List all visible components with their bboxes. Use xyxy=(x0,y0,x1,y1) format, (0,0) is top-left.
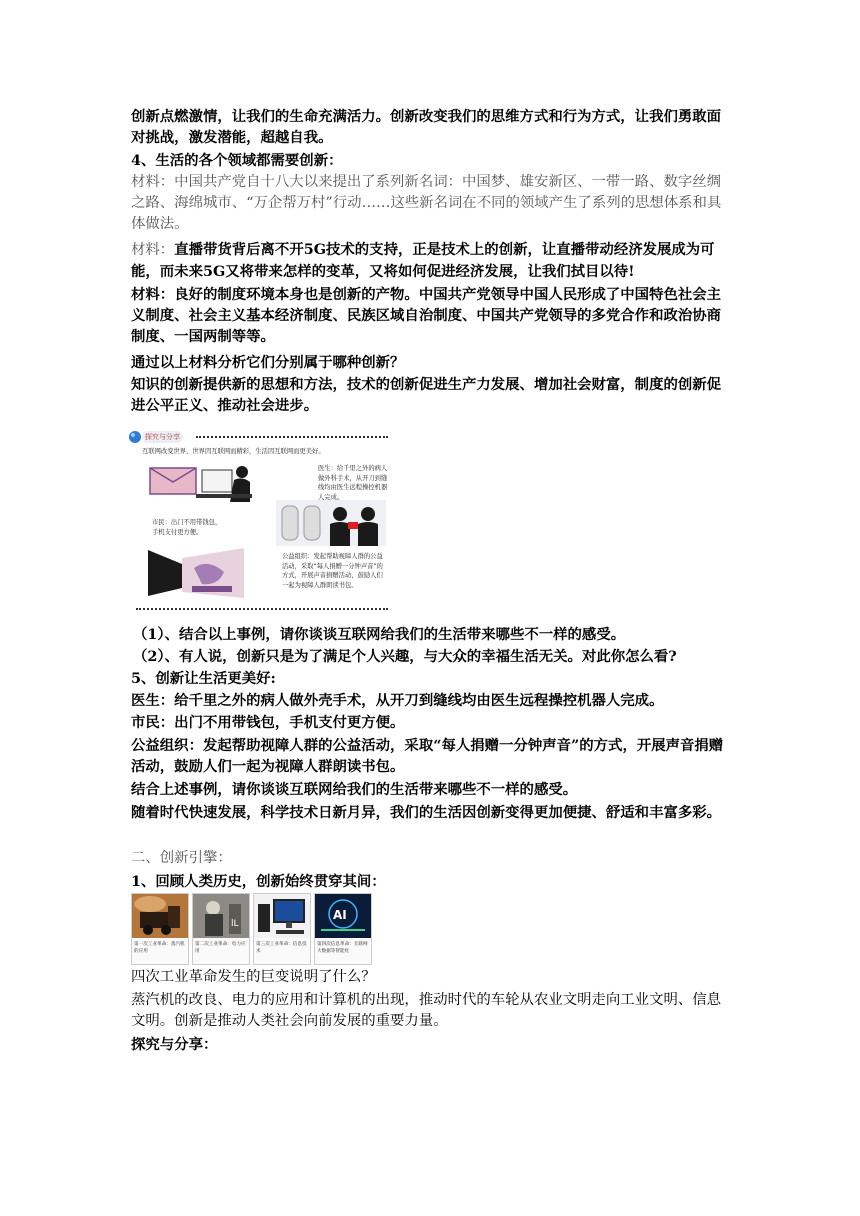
line-question: 结合上述事例，请你谈谈互联网给我们的生活带来哪些不一样的感受。 xyxy=(131,781,578,798)
svg-text:lL: lL xyxy=(231,919,239,929)
revolution-tile-3 xyxy=(253,893,311,965)
heading-1: 1、回顾人类历史，创新始终贯穿其间： xyxy=(131,873,386,890)
globe-icon xyxy=(128,430,142,444)
figure-header xyxy=(128,430,183,444)
ai-icon xyxy=(315,894,371,938)
question-2: 四次工业革命发生的巨变说明了什么？ xyxy=(131,969,376,985)
heading-4: 4、生活的各个领域都需要创新： xyxy=(131,152,343,169)
remote-surgery-icon xyxy=(146,460,256,508)
material-2-body: 直播带货背后离不开5G技术的支持，正是技术上的创新，让直播带动经济发展成为可能，而未来5G又将带来怎样的变革，又将如何促进经济发展，让我们拭目以待! xyxy=(131,241,715,280)
question-q2: （2）、有人说，创新只是为了满足个人兴趣，与大众的幸福生活无关。对此你怎么看? xyxy=(133,648,677,665)
revolution-tile-1 xyxy=(131,893,189,965)
computer-icon xyxy=(254,894,310,938)
revolution-caption-4: 第四次信息革命：互联网大数据等智能化 xyxy=(317,942,368,954)
line-charity: 公益组织：发起帮助视障人群的公益活动，采取“每人捐赠一分钟声音”的方式，开展声音捐赠活动，鼓励人们一起为视障人群朗读书包。 xyxy=(131,737,724,775)
question-q1: （1）、结合以上事例，请你谈谈互联网给我们的生活带来哪些不一样的感受。 xyxy=(133,626,626,643)
citizen-caption: 市民：出门不用带钱包，手机支付更方便。 xyxy=(152,519,222,536)
revolution-caption-2: 第二次工业革命：电力应用 xyxy=(195,942,246,954)
revolutions-figure xyxy=(131,893,373,965)
section-2-title: 二、创新引擎： xyxy=(131,850,232,866)
revolution-caption-1: 第一次工业革命：蒸汽机的应用 xyxy=(134,942,185,954)
explore-share-heading: 探究与分享： xyxy=(131,1036,218,1053)
revolution-tile-2 xyxy=(192,893,250,965)
svg-text:AI: AI xyxy=(333,908,347,922)
intro-paragraph: 创新点燃激情，让我们的生命充满活力。创新改变我们的思维方式和行为方式，让我们勇敢面对挑战，激发潜能，超越自我。 xyxy=(131,108,722,146)
line-citizen: 市民：出门不用带钱包，手机支付更方便。 xyxy=(131,714,405,731)
doctor-caption: 医生：给千里之外的病人做外科手术，从开刀到缝线均由医生远程操控机器人完成。 xyxy=(318,465,388,501)
internet-figure xyxy=(128,428,390,614)
material-2 xyxy=(131,239,731,283)
answer-2: 蒸汽机的改良、电力的应用和计算机的出现，推动时代的车轮从农业文明走向工业文明、信息文明。创新是推动人类社会向前发展的重要力量。 xyxy=(131,992,722,1029)
revolution-tile-4 xyxy=(314,893,372,965)
material-1: 材料：中国共产党自十八大以来提出了系列新名词：中国梦、雄安新区、一带一路、数字丝绸之路、海绵城市、“万企帮万村”行动……这些新名词在不同的领域产生了系列的思想体系和具体做法。 xyxy=(131,174,722,232)
figure-header-label: 探究与分享 xyxy=(142,431,183,443)
answer-1: 知识的创新提供新的思想和方法，技术的创新促进生产力发展、增加社会财富，制度的创新促进公平正义、推动社会进步。 xyxy=(131,376,722,414)
charity-caption: 公益组织：发起帮助视障人群的公益活动，采取“每人捐赠一分钟声音”的方式，开展声音捐赠活动，鼓励人们一起为视障人群朗读书包。 xyxy=(282,553,383,589)
revolution-caption-3: 第三次工业革命：信息技术 xyxy=(256,942,307,954)
electric-power-icon xyxy=(193,894,249,938)
line-conclusion: 随着时代快速发展，科学技术日新月异，我们的生活因创新变得更加便捷、舒适和丰富多彩。 xyxy=(131,804,722,821)
mobile-payment-icon xyxy=(276,500,386,546)
question-1: 通过以上材料分析它们分别属于哪种创新？ xyxy=(131,354,405,371)
heading-5: 5、创新让生活更美好: xyxy=(131,670,276,687)
steam-train-icon xyxy=(132,894,188,938)
figure-intro: 互联网改变世界，世界因互联网而精彩，生活因互联网而更美好。 xyxy=(142,448,325,455)
dotted-rule-bottom xyxy=(136,608,388,610)
dotted-rule-top xyxy=(196,436,388,438)
line-doctor: 医生：给千里之外的病人做外壳手术，从开刀到缝线均由医生远程操控机器人完成。 xyxy=(131,692,664,709)
voice-donation-icon xyxy=(148,548,244,598)
material-2-label: 材料： xyxy=(131,242,175,258)
material-3: 材料：良好的制度环境本身也是创新的产物。中国共产党领导中国人民形成了中国特色社会主义制度、社会主义基本经济制度、民族区域自治制度、中国共产党领导的多党合作和政治协商制度、一国两制等等。 xyxy=(131,286,722,345)
